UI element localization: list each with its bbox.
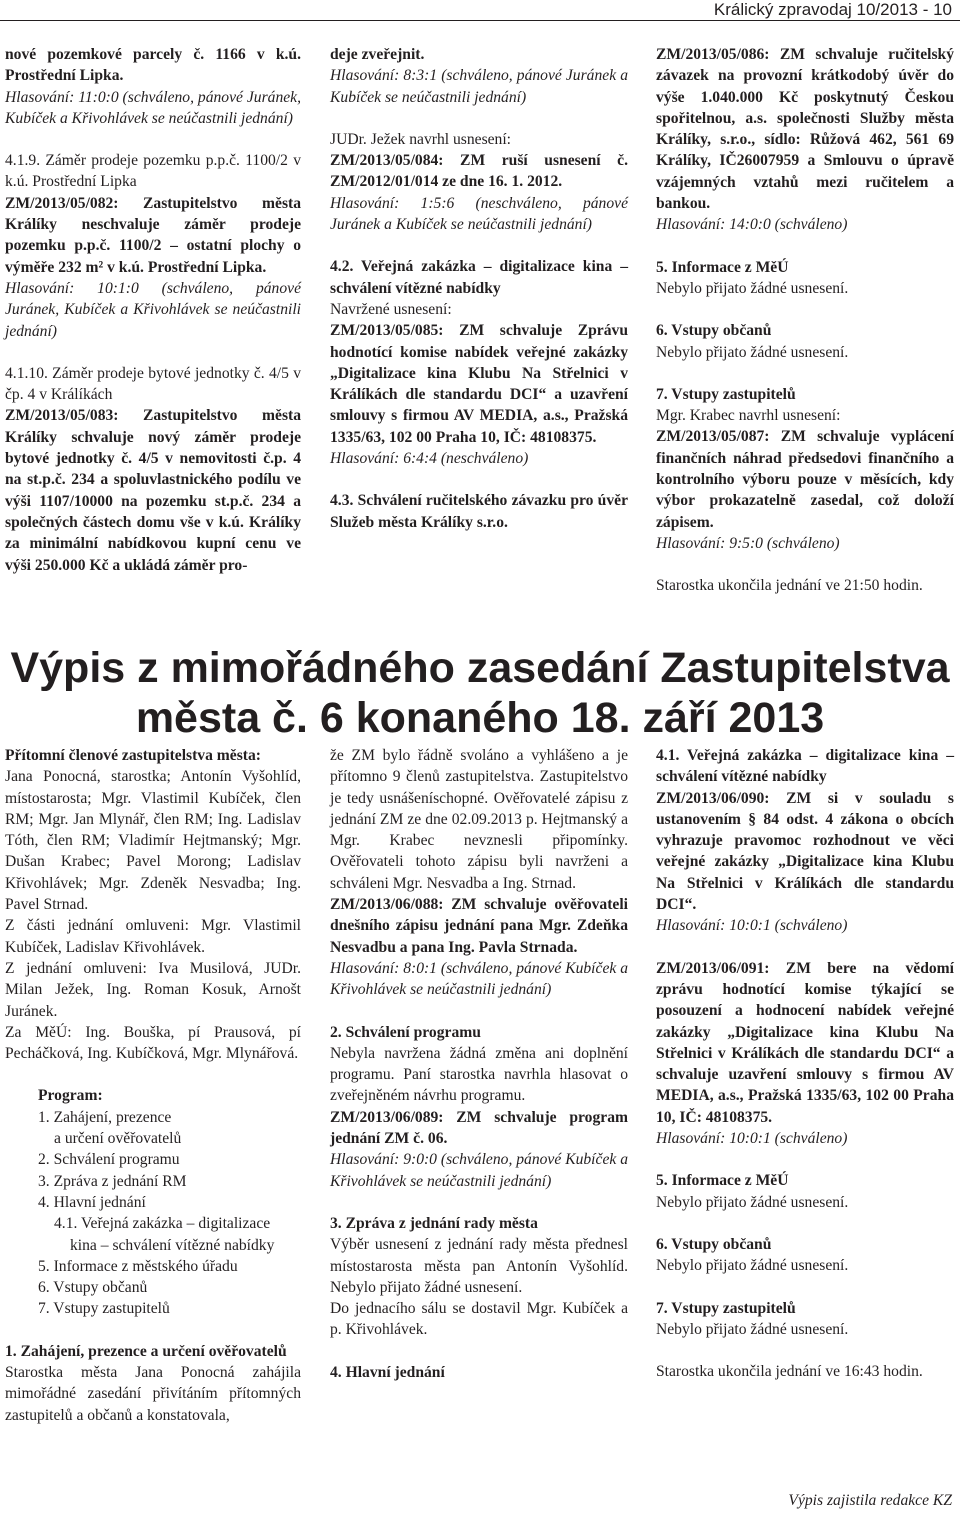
bold-paragraph: 4. Hlavní jednání xyxy=(330,1363,445,1381)
paragraph: Výběr usnesení z jednání rady města přednesl místostarosta města pan Antonín Vyšohlíd. Nebylo přijato žádné usnesení. xyxy=(330,1236,628,1296)
lower-column-1 xyxy=(5,745,301,1426)
spacer xyxy=(330,108,628,129)
spacer xyxy=(656,554,954,575)
upper-column-1 xyxy=(5,44,301,576)
paragraph: Za MěÚ: Ing. Bouška, pí Prausová, pí Pecháčková, Ing. Kubíčková, Mgr. Mlynářová. xyxy=(5,1023,301,1063)
opening-section xyxy=(5,1341,301,1426)
bold-paragraph: ZM/2013/06/089: ZM schvaluje program jednání ZM č. 06. xyxy=(330,1108,628,1148)
bold-paragraph: nové pozemkové parcely č. 1166 v k.ú. Prostřední Lipka. xyxy=(5,46,301,85)
vote-result: Hlasování: 6:4:4 (neschváleno) xyxy=(330,450,529,468)
bold-paragraph: 5. Informace z MěÚ xyxy=(656,258,789,276)
vote-result: Hlasování: 8:3:1 (schváleno, pánové Juránek a Kubíček se neúčastnili jednání) xyxy=(330,67,628,106)
bold-paragraph: Přítomní členové zastupitelstva města: xyxy=(5,747,261,764)
bold-paragraph: 7. Vstupy zastupitelů xyxy=(656,385,796,403)
paragraph: Nebylo přijato žádné usnesení. xyxy=(656,279,849,297)
program-title: Program: xyxy=(38,1087,103,1105)
bold-paragraph: ZM/2013/06/091: ZM bere na vědomí zprávu hodnotící komise týkající se posouzení a hodnocení nabídek veřejné zakázky „Digitalizace kina Klubu Na Střelnici v Králíkách dle standardu DCI“ a schvaluje uzavření smlouvy s firmou AV MEDIA, a.s., Pražská 1335/63, 102 00 Praha 10, IČ: 48108375. xyxy=(656,959,954,1126)
bold-paragraph: ZM/2013/06/090: ZM si v souladu s ustanovením § 84 odst. 4 zákona o obcích vyhrazuje pravomoc rozhodnout ve věci veřejné zakázky „Digitalizace kina Klubu Na Střelnici v Králíkách dle standardu DCI“. xyxy=(656,789,954,914)
bold-paragraph: ZM/2013/05/085: ZM schvaluje Zprávu hodnotící komise nabídek veřejné zakázky „Digitalizace kina Klubu Na Střelnici v Králíkách dle standardu DCI“ a uzavření smlouvy s firmou AV MEDIA, a.s., Pražská 1335/63, 102 00 Praha 10, IČ: 48108375. xyxy=(330,322,628,446)
paragraph: Nebyla navržena žádná změna ani doplnění programu. Paní starostka navrhla hlasovat o zveřejněném návrhu programu. xyxy=(330,1044,628,1105)
header-text: Králický zpravodaj 10/2013 - 10 xyxy=(713,0,952,19)
bold-paragraph: ZM/2013/05/083: Zastupitelstvo města Králíky schvaluje nový záměr prodeje bytové jednotky č. 4/5 v nemovitosti č.p. 4 na st.p.č. 234 a spoluvlastnického podílu ve výši 1107/10000 na pozemku st.p.č. 234 a společných částech domu vše v k.ú. Králíky za minimální nabídkovou kupní cenu ve výši 250.000 Kč a ukládá záměr pro- xyxy=(5,407,301,574)
bold-paragraph: 6. Vstupy občanů xyxy=(656,322,772,340)
vote-result: Hlasování: 9:5:0 (schváleno) xyxy=(656,534,840,552)
spacer xyxy=(5,129,301,150)
bold-paragraph: ZM/2013/05/086: ZM schvaluje ručitelský závazek na provozní krátkodobý úvěr do výše 1.040.000 Kč poskytnutý Českou spořitelnou, a.s. společnosti Služby města Králíky, s.r.o., sídlo: Růžová 462, 561 69 Králíky, IČ26007959 a Smlouvu o úpravě vzájemných vztahů mezi ručitelem a bankou. xyxy=(656,46,954,213)
bold-paragraph: ZM/2013/05/087: ZM schvaluje vyplácení finančních náhrad předsedovi finančního a kontrolního výboru pouze v měsících, kdy výbor prokazatelně zasedal, což doloží zápisem. xyxy=(656,428,954,531)
lower-column-2 xyxy=(330,745,628,1383)
spacer xyxy=(656,1277,954,1298)
bold-paragraph: ZM/2013/05/084: ZM ruší usnesení č. ZM/2012/01/014 ze dne 16. 1. 2012. xyxy=(330,152,628,191)
spacer xyxy=(656,1340,954,1361)
program-item: a určení ověřovatelů xyxy=(54,1130,182,1148)
spacer xyxy=(330,469,628,490)
page-header xyxy=(0,0,960,20)
vote-result: Hlasování: 8:0:1 (schváleno, pánové Kubíček a Křivohlávek se neúčastnili jednání) xyxy=(330,959,628,999)
bold-paragraph: 4.1. Veřejná zakázka – digitalizace kina – schválení vítězné nabídky xyxy=(656,747,954,786)
bold-paragraph: 2. Schválení programu xyxy=(330,1023,481,1041)
attendance-section xyxy=(5,745,301,1064)
vote-result: Hlasování: 1:5:6 (neschváleno, pánové Juránek a Kubíček se neúčastnili jednání) xyxy=(330,194,628,234)
spacer xyxy=(330,1001,628,1022)
program-item: 4. Hlavní jednání xyxy=(38,1193,146,1211)
spacer xyxy=(656,363,954,384)
paragraph: Starostka ukončila jednání ve 21:50 hodin. xyxy=(656,577,923,595)
paragraph: Starostka města Jana Ponocná zahájila mimořádné zasedání přivítáním přítomných zastupitelů a občanů a konstatovala, xyxy=(5,1364,301,1424)
bold-paragraph: ZM/2013/06/088: ZM schvaluje ověřovateli dnešního zápisu jednání pana Mgr. Zdeňka Nesvadbu a pana Ing. Pavla Strnada. xyxy=(330,896,628,956)
spacer xyxy=(330,1192,628,1213)
paragraph: Mgr. Krabec navrhl usnesení: xyxy=(656,407,841,425)
article-title-line-1: Výpis z mimořádného zasedání Zastupitelstva xyxy=(10,644,950,692)
program-item: 5. Informace z městského úřadu xyxy=(38,1257,238,1275)
program-item: 3. Zpráva z jednání RM xyxy=(38,1172,187,1190)
upper-column-3 xyxy=(656,44,954,597)
upper-column-2 xyxy=(330,44,628,533)
program-item: 7. Vstupy zastupitelů xyxy=(38,1300,170,1318)
spacer xyxy=(330,1341,628,1362)
paragraph: 4.1.9. Záměr prodeje pozemku p.p.č. 1100/2 v k.ú. Prostřední Lipka xyxy=(5,152,301,191)
bold-paragraph: 1. Zahájení, prezence a určení ověřovatelů xyxy=(5,1342,287,1360)
bold-paragraph: ZM/2013/05/082: Zastupitelstvo města Králíky neschvaluje záměr prodeje pozemku p.p.č. 1100/2 – ostatní plochy o výměře 232 m² v k.ú. Prostřední Lipka. xyxy=(5,194,301,276)
program-item: 2. Schválení programu xyxy=(38,1151,180,1169)
spacer xyxy=(656,1149,954,1170)
bold-paragraph: 6. Vstupy občanů xyxy=(656,1235,772,1253)
bold-paragraph: 3. Zpráva z jednání rady města xyxy=(330,1214,538,1232)
paragraph: Z jednání omluveni: Iva Musilová, JUDr. Milan Ježek, Ing. Roman Kosuk, Arnošt Juránek. xyxy=(5,959,301,1020)
paragraph: Jana Ponocná, starostka; Antonín Vyšohlíd, místostarosta; Mgr. Vlastimil Kubíček, člen RM; Mgr. Jan Mlynář, člen RM; Ing. Ladislav Tóth, člen RM; Vladimír Hejtmanský; Mgr. Dušan Krabec; Pavel Morong; Ladislav Křivohlávek; Mgr. Zdeněk Nesvadba; Ing. Pavel Strnad. xyxy=(5,768,301,914)
bold-paragraph: 4.2. Veřejná zakázka – digitalizace kina – schválení vítězné nabídky xyxy=(330,258,628,297)
program-item: 4.1. Veřejná zakázka – digitalizace xyxy=(54,1215,271,1233)
header-rule xyxy=(0,20,960,21)
paragraph: Nebylo přijato žádné usnesení. xyxy=(656,1193,849,1211)
program-item: kina – schválení vítězné nabídky xyxy=(70,1236,275,1254)
paragraph: Do jednacího sálu se dostavil Mgr. Kubíček a p. Křivohlávek. xyxy=(330,1300,628,1339)
spacer xyxy=(656,299,954,320)
bold-paragraph: deje zveřejnit. xyxy=(330,46,425,63)
vote-result: Hlasování: 10:1:0 (schváleno, pánové Juránek, Kubíček a Křivohlávek se neúčastnili jednání) xyxy=(5,279,301,340)
vote-result: Hlasování: 10:0:1 (schváleno) xyxy=(656,1130,848,1148)
bold-paragraph: 7. Vstupy zastupitelů xyxy=(656,1299,796,1317)
vote-result: Hlasování: 10:0:1 (schváleno) xyxy=(656,917,848,935)
paragraph: že ZM bylo řádně svoláno a vyhlášeno a je přítomno 9 členů zastupitelstva. Zastupitelstvo je tedy usnášeníschopné. Ověřovatelé zápisu z jednání ZM ze dne 02.09.2013 p. Hejtmanský a Mgr. Krabec nevznesli připomínky. Ověřovateli tohoto zápisu byli navrženi a schváleni Mgr. Nesvadba a Ing. Strnad. xyxy=(330,747,628,892)
vote-result: Hlasování: 14:0:0 (schváleno) xyxy=(656,216,848,234)
paragraph: Starostka ukončila jednání ve 16:43 hodin. xyxy=(656,1363,923,1381)
paragraph: Nebylo přijato žádné usnesení. xyxy=(656,1320,849,1338)
paragraph: Nebylo přijato žádné usnesení. xyxy=(656,1257,849,1275)
spacer xyxy=(5,342,301,363)
spacer xyxy=(656,1213,954,1234)
bold-paragraph: 4.3. Schválení ručitelského závazku pro úvěr Služeb města Králíky s.r.o. xyxy=(330,492,628,531)
spacer xyxy=(330,235,628,256)
program-item: 1. Zahájení, prezence xyxy=(38,1108,172,1126)
paragraph: JUDr. Ježek navrhl usnesení: xyxy=(330,130,512,148)
program-list xyxy=(5,1085,301,1319)
article-title-line-2: města č. 6 konaného 18. září 2013 xyxy=(135,694,825,742)
spacer xyxy=(656,236,954,257)
lower-column-3 xyxy=(656,745,954,1382)
vote-result: Hlasování: 11:0:0 (schváleno, pánové Juránek, Kubíček a Křivohlávek se neúčastnili jednání) xyxy=(5,88,301,127)
bold-paragraph: 5. Informace z MěÚ xyxy=(656,1172,789,1190)
footer-credit: Výpis zajistila redakce KZ xyxy=(788,1492,952,1509)
paragraph: Z části jednání omluveni: Mgr. Vlastimil Kubíček, Ladislav Křivohlávek. xyxy=(5,917,301,956)
spacer xyxy=(656,937,954,958)
vote-result: Hlasování: 9:0:0 (schváleno, pánové Kubíček a Křivohlávek se neúčastnili jednání) xyxy=(330,1151,628,1190)
paragraph: 4.1.10. Záměr prodeje bytové jednotky č. 4/5 v čp. 4 v Králíkách xyxy=(5,364,301,404)
program-item: 6. Vstupy občanů xyxy=(38,1279,148,1297)
paragraph: Navržené usnesení: xyxy=(330,300,452,318)
paragraph: Nebylo přijato žádné usnesení. xyxy=(656,343,849,361)
